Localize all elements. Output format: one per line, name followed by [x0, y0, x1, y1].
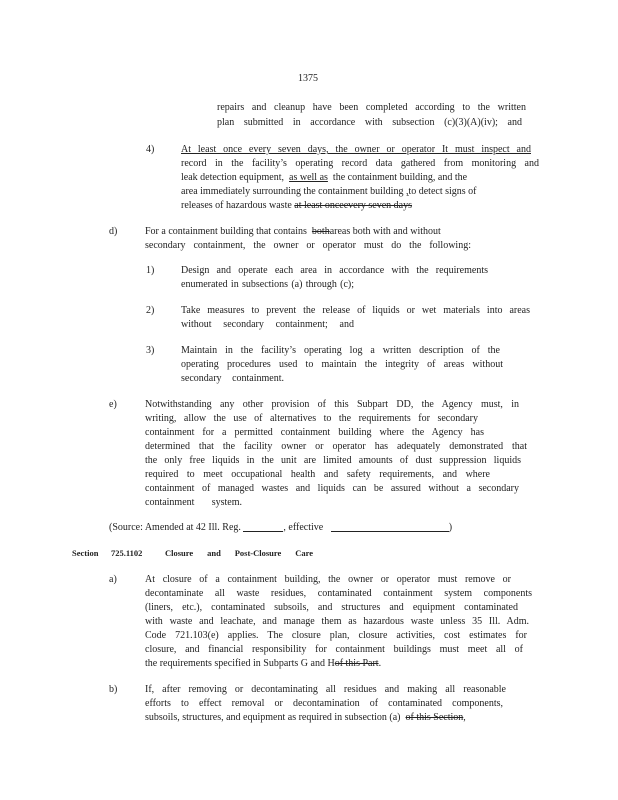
item-4-line-4-part-c: to detect signs of [408, 186, 477, 197]
item-a-line-6: closure, and financial responsibility for containment buildings must meet all of [145, 644, 523, 655]
item-4-line-4-part-b: , [405, 186, 409, 197]
item-4-line-3 [181, 171, 467, 184]
item-a-line-4: with waste and leachate, and manage them as hazardous waste unless 35 Ill. Adm. [145, 616, 529, 627]
item-e-line-4: determined that the facility owner or operator has adequately demonstrated that [145, 441, 527, 452]
item-a-line-7-struck: of this Part [334, 658, 379, 669]
item-4-label: 4) [146, 144, 155, 155]
item-4-line-5-struck: at least onceevery seven days [294, 200, 413, 211]
item-4-line-5 [181, 199, 412, 212]
item-e-line-3: containment for a permitted containment building where the Agency has [145, 427, 484, 438]
item-d-line-2: secondary containment, the owner or operator must do the following: [145, 240, 471, 251]
continuation-line-2: plan submitted in accordance with subsection (c)(3)(A)(iv); and [217, 117, 522, 128]
item-d-line-1-struck: both [311, 226, 330, 237]
item-a-line-5: Code 721.103(e) applies. The closure plan, closure activities, cost estimates for [145, 630, 527, 641]
item-4-line-4 [181, 185, 477, 198]
item-e-line-6: required to meet occupational health and safety requirements, and where [145, 469, 490, 480]
item-d-line-1-part-c: areas both with and without [329, 226, 441, 237]
item-d2-label: 2) [146, 305, 155, 316]
section-label: Section [72, 548, 99, 558]
item-a-line-2: decontaminate all waste residues, contaminated containment system components [145, 588, 532, 599]
item-b-line-3-struck: of this Section [405, 712, 464, 723]
item-4-line-4-part-a: area immediately surrounding the containment building [181, 186, 404, 197]
item-4-line-2: record in the facility’s operating record data gathered from monitoring and [181, 158, 539, 169]
item-b-label: b) [109, 684, 118, 695]
item-a-line-1: At closure of a containment building, the owner or operator must remove or [145, 574, 511, 585]
item-e-line-5: the only free liquids in the unit are limited amounts of dust suppression liquids [145, 455, 521, 466]
item-d3-line-1: Maintain in the facility’s operating log a written description of the [181, 345, 500, 356]
item-a-label: a) [109, 574, 117, 585]
section-title: Closure and Post-Closure Care [165, 548, 313, 558]
source-note-amended: (Source: Amended at 42 Ill. Reg. [109, 522, 241, 533]
page-number: 1375 [298, 73, 318, 84]
item-4-line-1: At least once every seven days, the owner or operator It must inspect and [181, 144, 531, 155]
item-e-line-2: writing, allow the use of alternatives to the requirements for secondary [145, 413, 478, 424]
item-d1-line-2: enumerated in subsections (a) through (c); [181, 279, 354, 290]
item-4-line-3-part-b: as well as [289, 172, 328, 183]
source-note-effective: , effective [283, 522, 324, 533]
item-4-line-5-part-a: releases of hazardous waste [181, 200, 292, 211]
item-a-line-7-part-a: the requirements specified in Subparts G and H [145, 658, 335, 669]
item-e-line-1: Notwithstanding any other provision of this Subpart DD, the Agency must, in [145, 399, 519, 410]
item-b-line-3-comma: , [463, 712, 466, 723]
blank-register-page [243, 521, 283, 532]
item-e-line-8: containment system. [145, 497, 242, 508]
item-e-label: e) [109, 399, 117, 410]
item-b-line-3 [145, 711, 466, 724]
item-d-line-1-part-a: For a containment building that contains [145, 226, 307, 237]
item-d-line-1 [145, 225, 441, 238]
item-d3-line-3: secondary containment. [181, 373, 284, 384]
item-d-label: d) [109, 226, 118, 237]
item-d2-line-1: Take measures to prevent the release of liquids or wet materials into areas [181, 305, 530, 316]
item-4-line-3-part-a: leak detection equipment, [181, 172, 285, 183]
item-d3-label: 3) [146, 345, 155, 356]
item-d1-label: 1) [146, 265, 155, 276]
item-d1-line-1: Design and operate each area in accordance with the requirements [181, 265, 488, 276]
item-d2-line-2: without secondary containment; and [181, 319, 354, 330]
source-note-close: ) [448, 522, 453, 533]
continuation-line-1: repairs and cleanup have been completed according to the written [217, 102, 526, 113]
blank-effective-date [331, 521, 449, 532]
section-number: 725.1102 [111, 548, 143, 558]
item-a-line-7 [145, 657, 381, 670]
item-b-line-3-part-a: subsoils, structures, and equipment as required in subsection (a) [145, 712, 401, 723]
item-a-line-7-period: . [378, 658, 382, 669]
item-b-line-2: efforts to effect removal or decontamination of contaminated components, [145, 698, 503, 709]
item-e-line-7: containment of managed wastes and liquids can be assured without a secondary [145, 483, 519, 494]
item-4-line-3-part-c: the containment building, and the [332, 172, 468, 183]
item-d3-line-2: operating procedures used to maintain the integrity of areas without [181, 359, 503, 370]
item-a-line-3: (liners, etc.), contaminated subsoils, and structures and equipment contaminated [145, 602, 518, 613]
source-note [109, 521, 452, 534]
item-b-line-1: If, after removing or decontaminating all residues and making all reasonable [145, 684, 506, 695]
